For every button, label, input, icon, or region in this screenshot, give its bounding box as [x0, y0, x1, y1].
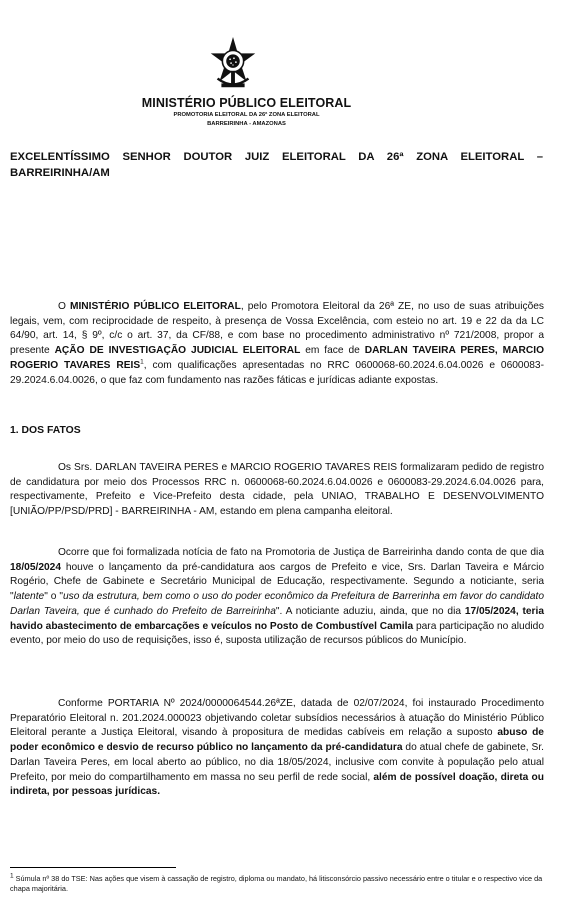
facts-paragraph-2: Ocorre que foi formalizada notícia de fato na Promotoria de Justiça de Barreirinha dando conta de que dia 18/05/2024 houve o lançamento da pré-candidatura aos cargos de Prefeito e vice, Srs. Darlan Taveira e Márcio Rogério, Chefe de Gabinete e Secretário Municipal de Educação, respectivamente. Segundo a noticiante, seria "latente" o "uso da estrutura, bem como o uso do poder econômico da Prefeitura de Barrerinha em favor do candidato Darlan Taveira, que é cunhado do Prefeito de Barreirinha". A noticiante aduziu, ainda, que no dia 17/05/2024, teria havido abastecimento de embarcações e veículos no Posto de Combustível Camila para participação no aludido evento, por meio do uso de requisições, isso é, suposta utilização de recursos públicos do Município.	[10, 547, 545, 647]
header-subtitle-location: BARREIRINHA - AMAZONAS	[207, 121, 286, 127]
section-heading: 1. DOS FATOS	[10, 425, 81, 436]
address-line-2: BARREIRINHA/AM	[10, 167, 110, 179]
header-title: MINISTÉRIO PÚBLICO ELEITORAL	[141, 96, 352, 110]
footnote-ref: 1	[140, 358, 144, 366]
facts-paragraph-3: Conforme PORTARIA Nº 2024/0000064544.26ªZE, datada de 02/07/2024, foi instaurado Procedimento Preparatório Eleitoral n. 201.2024.000023 objetivando coletar subsídios necessários à atuação do Ministério Público Eleitoral perante a Justiça Eleitoral, visando à propositura de medidas cabíveis em relação a suposto abuso de poder econômico e desvio de recurso público no lançamento da pré-candidatura do atual chefe de gabinete, Sr. Darlan Taveira Peres, em local aberto ao público, no dia 18/05/2024, inclusive com convite à população pelo atual Prefeito, por meio do compartilhamento em massa no seu perfil de rede social, além de possível doação, direta ou indireta, por pessoas jurídicas.	[10, 698, 544, 798]
address-line-1: EXCELENTÍSSIMO SENHOR DOUTOR JUIZ ELEITORAL DA 26ª ZONA ELEITORAL –	[10, 151, 543, 163]
footnote-divider	[10, 867, 176, 868]
footnote: $^1$ Súmula nº 38 do TSE: Nas ações que visem à cassação de registro, diploma ou mandato, há litisconsórcio passivo necessário entre o titular e o respectivo vice da chapa majoritária.	[10, 872, 543, 893]
intro-paragraph: O MINISTÉRIO PÚBLICO ELEITORAL, pelo Promotora Eleitoral da 26ª ZE, no uso de suas atribuições legais, vem, com reciprocidade de respeito, à presença de Vossa Excelência, com esteio no art. 19 e 22 da da LC 64/90, art. 14, § 9º, c/c o art. 37, da CF/88, e com base no procedimento administrativo nº 721/2008, propor a presente AÇÃO DE INVESTIGAÇÃO JUDICIAL ELEITORAL em face de DARLAN TAVEIRA PERES, MARCIO ROGERIO TAVARES REIS$^1$, com qualificações apresentadas no RRC 0600068-60.2024.6.04.0026 e 0600083-29.2024.6.04.0026, o que faz com fundamento nas razões fáticas e jurídicas adiante expostas.	[10, 301, 544, 386]
facts-paragraph-1: Os Srs. DARLAN TAVEIRA PERES e MARCIO ROGERIO TAVARES REIS formalizaram pedido de registro de candidatura por meio dos Processos RRC n. 0600068-60.2024.6.04.0026 e 0600083-29.2024.6.04.0026 para, respectivamente, Prefeito e Vice-Prefeito desta cidade, pela UNIAO, TRABALHO E DESENVOLVIMENTO [UNIÃO/PP/PSD/PRD] - BARREIRINHA - AM, estando em plena campanha eleitoral.	[10, 462, 544, 518]
republic-seal-icon	[204, 36, 262, 94]
header-subtitle-promotoria: PROMOTORIA ELEITORAL DA 26ª ZONA ELEITORAL	[173, 112, 320, 118]
